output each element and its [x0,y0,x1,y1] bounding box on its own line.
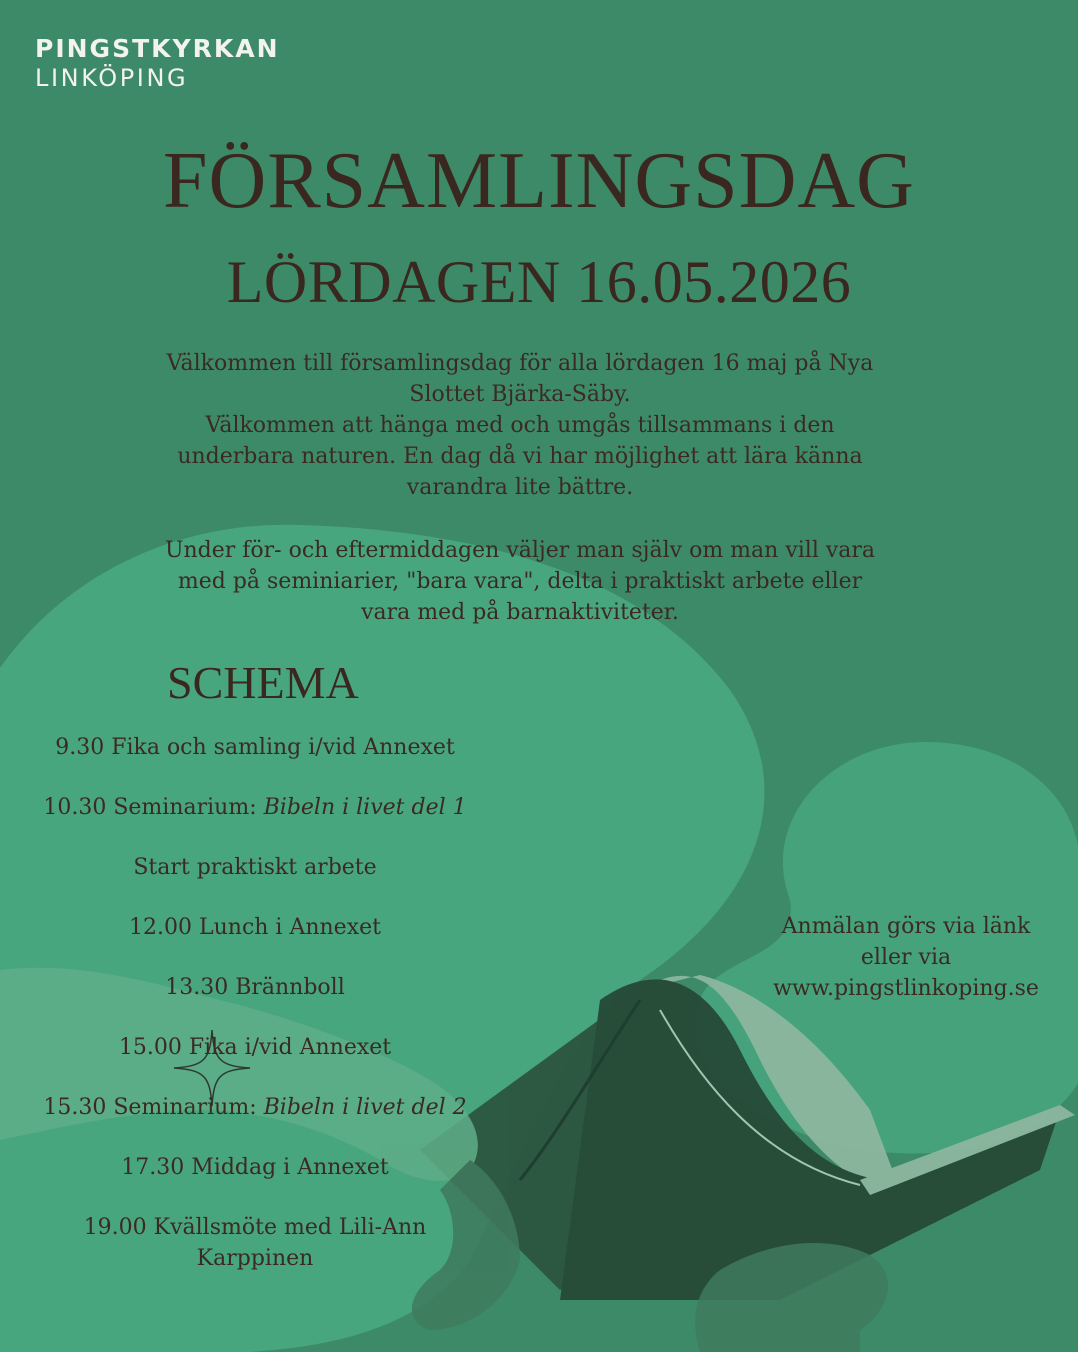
logo-line-2: LINKÖPING [35,64,189,92]
signup-line: eller via [860,945,952,970]
signup-url: www.pingstlinkoping.se [773,976,1039,1001]
intro-p1-line: Välkommen att hänga med och umgås tillsammans i den [205,413,835,438]
schedule-item [10,912,500,943]
intro-p2-line: Under för- och eftermiddagen väljer man själv om man vill vara [164,538,876,563]
intro-p1-line: varandra lite bättre. [406,475,634,500]
intro-paragraph-1 [120,348,920,503]
schedule-item-text: Karppinen [196,1246,314,1271]
intro-p2-line: med på seminiarier, "bara vara", delta i praktiskt arbete eller [177,569,863,594]
schedule-item [10,1092,500,1123]
schedule-item [10,1032,500,1063]
logo-line-1: PINGSTKYRKAN [35,34,280,63]
schedule-item-text: 10.30 Seminarium: [43,795,264,820]
church-logo [35,36,280,90]
schedule-item [10,792,500,823]
schedule-item-text: Start praktiskt arbete [133,855,377,880]
intro-p1-line: Slottet Bjärka-Säby. [409,382,631,407]
event-date: LÖRDAGEN 16.05.2026 [226,249,852,315]
schedule-item [10,852,500,883]
schedule-item [10,732,500,763]
seminar-title: Bibeln i livet del 1 [263,795,467,820]
signup-line: Anmälan görs via länk [781,914,1031,939]
intro-p2-line: vara med på barnaktiviteter. [361,600,679,625]
intro-p1-line: underbara naturen. En dag då vi har möjlighet att lära känna [177,444,863,469]
schedule-item-text: 19.00 Kvällsmöte med Lili-Ann [83,1215,427,1240]
intro-p1-line: Välkommen till församlingsdag för alla lördagen 16 maj på Nya [166,351,874,376]
schedule-heading: SCHEMA [167,657,359,708]
schedule-item-text: 17.30 Middag i Annexet [121,1155,389,1180]
schedule-item-text: 15.00 Fika i/vid Annexet [118,1035,392,1060]
schedule-item [10,1152,500,1183]
intro-paragraph-2 [120,535,920,628]
schedule-item-text: 15.30 Seminarium: [43,1095,264,1120]
schedule-item [10,1212,500,1274]
schedule-item-text: 12.00 Lunch i Annexet [129,915,381,940]
schedule-item [10,972,500,1003]
signup-info [746,911,1066,1004]
page-title: FÖRSAMLINGSDAG [163,137,915,225]
seminar-title: Bibeln i livet del 2 [263,1095,467,1120]
schedule-item-text: 13.30 Brännboll [165,975,345,1000]
schedule-item-text: 9.30 Fika och samling i/vid Annexet [55,735,455,760]
